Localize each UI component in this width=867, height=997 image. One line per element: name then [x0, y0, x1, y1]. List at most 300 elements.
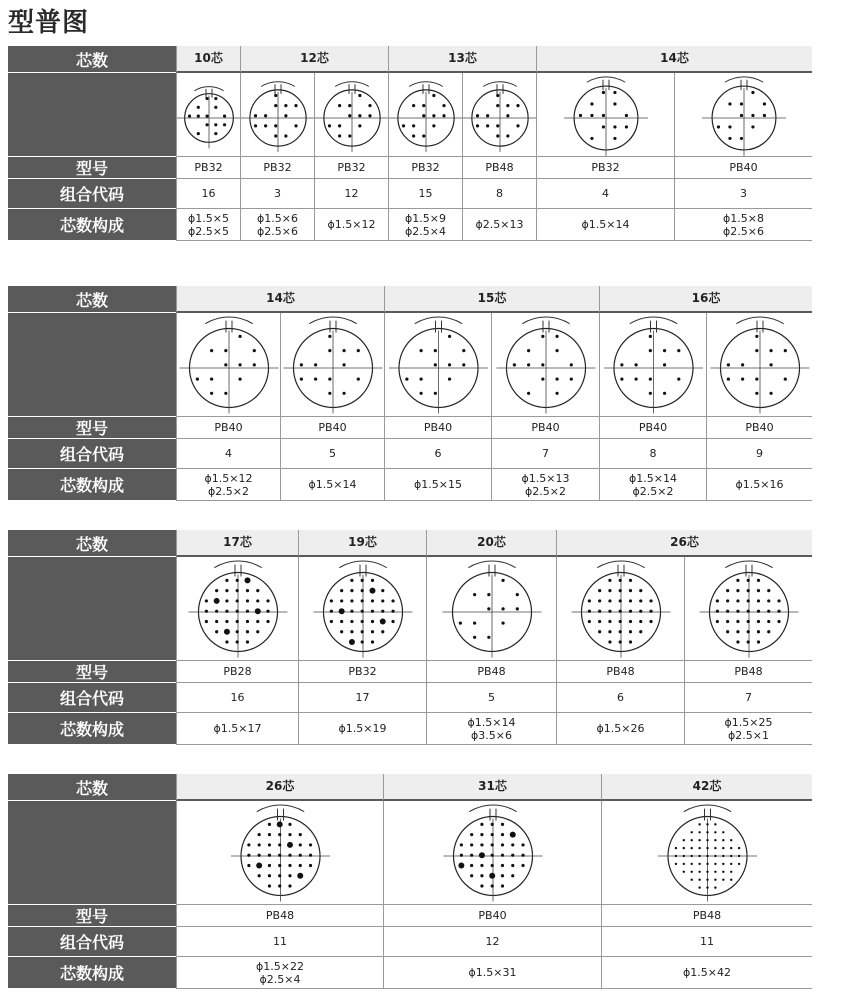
pin-dot: [757, 640, 760, 643]
pin-dot: [350, 609, 353, 612]
pin-dot: [188, 114, 191, 117]
pin-dot: [412, 104, 415, 107]
connector-pin-diagram: [281, 313, 384, 417]
pin-dot: [470, 853, 473, 856]
composition-line: ϕ1.5×12: [327, 218, 376, 231]
pin-dot: [751, 113, 754, 116]
connector-pin-diagram: [602, 801, 812, 905]
pin-dot: [683, 870, 685, 872]
pin-dot: [683, 838, 685, 840]
pin-dot: [342, 363, 345, 366]
pin-dot: [246, 609, 249, 612]
pin-dot: [309, 863, 312, 866]
row-label-cores: 芯数: [8, 46, 176, 73]
pin-dot: [215, 619, 218, 622]
pin-dot: [223, 123, 226, 126]
core-count-header: 15芯: [384, 286, 599, 313]
pin-dot: [314, 363, 317, 366]
pin-dot: [480, 822, 483, 825]
pin-dot: [224, 349, 227, 352]
connector-pin-diagram: [315, 73, 388, 157]
pin-dot: [473, 593, 476, 596]
pin-dot: [486, 114, 489, 117]
pin-dot: [278, 833, 281, 836]
pin-dot: [501, 822, 504, 825]
key-arc: [483, 81, 517, 86]
pin-dot: [361, 619, 364, 622]
pin-dot: [274, 104, 277, 107]
pin-dot: [639, 630, 642, 633]
key-arc: [335, 81, 369, 86]
pin-dot: [268, 822, 271, 825]
pin-dot: [381, 609, 384, 612]
pin-dot: [527, 349, 530, 352]
row-label-cores: 芯数: [8, 774, 176, 801]
pin-dot: [690, 846, 692, 848]
connector-diagram-cell: [491, 313, 599, 417]
composition-line: ϕ2.5×2: [208, 484, 249, 498]
combination-code-cell: 17: [298, 683, 426, 713]
pin-dot: [266, 619, 269, 622]
core-count-header: 26芯: [176, 774, 383, 801]
composition-line: ϕ1.5×31: [468, 966, 517, 979]
pin-dot: [479, 852, 485, 858]
pin-dot: [698, 854, 700, 856]
pin-dot: [619, 589, 622, 592]
row-label-composition: 芯数构成: [8, 209, 176, 241]
pin-dot: [246, 589, 249, 592]
row-label-model: 型号: [8, 661, 176, 683]
row-label-model: 型号: [8, 905, 176, 927]
pin-dot: [588, 619, 591, 622]
pin-dot: [476, 114, 479, 117]
pin-dot: [205, 96, 208, 99]
pin-dot: [663, 391, 666, 394]
pin-dot: [740, 113, 743, 116]
connector-diagram-cell: [556, 557, 684, 661]
core-composition-cell: [601, 957, 812, 989]
pin-dot: [371, 578, 374, 581]
connector-pin-diagram: [177, 801, 383, 905]
pin-dot: [579, 113, 582, 116]
pin-dot: [726, 589, 729, 592]
pin-dot: [473, 635, 476, 638]
pin-dot: [432, 93, 435, 96]
pin-dot: [284, 114, 287, 117]
pin-dot: [268, 884, 271, 887]
pin-dot: [328, 377, 331, 380]
pin-dot: [521, 853, 524, 856]
pin-dot: [422, 134, 425, 137]
pin-dot: [339, 608, 345, 614]
composition-line: ϕ1.5×14: [581, 218, 630, 231]
combination-code-cell: 5: [426, 683, 556, 713]
pin-dot: [784, 349, 787, 352]
pin-dot: [506, 104, 509, 107]
pin-dot: [309, 843, 312, 846]
pin-dot: [706, 846, 708, 848]
pin-dot: [224, 391, 227, 394]
pin-dot: [470, 874, 473, 877]
pin-dot: [225, 619, 228, 622]
pin-dot: [747, 619, 750, 622]
pin-dot: [620, 363, 623, 366]
composition-line: ϕ1.5×6: [257, 211, 298, 225]
pin-dot: [767, 589, 770, 592]
pin-dot: [480, 833, 483, 836]
model-cell: PB32: [536, 157, 674, 179]
composition-line: ϕ1.5×25: [724, 715, 773, 729]
pin-dot: [683, 846, 685, 848]
pin-dot: [381, 630, 384, 633]
row-label-code: 组合代码: [8, 927, 176, 957]
pin-dot: [730, 878, 732, 880]
pin-dot: [726, 619, 729, 622]
composition-line: ϕ3.5×6: [471, 728, 512, 742]
composition-line: ϕ1.5×14: [308, 478, 357, 491]
connector-pin-diagram: [707, 313, 812, 417]
core-composition-cell: [280, 469, 384, 501]
pin-dot: [225, 609, 228, 612]
pin-dot: [598, 609, 601, 612]
connector-diagram-cell: [176, 313, 280, 417]
pin-dot: [448, 334, 451, 337]
model-cell: PB32: [240, 157, 314, 179]
pin-dot: [698, 838, 700, 840]
core-composition-cell: [383, 957, 601, 989]
pin-dot: [727, 377, 730, 380]
pin-dot: [371, 640, 374, 643]
key-arc: [725, 561, 772, 568]
pin-dot: [361, 630, 364, 633]
pin-dot: [299, 833, 302, 836]
pin-dot: [714, 870, 716, 872]
pin-dot: [405, 377, 408, 380]
pin-dot: [258, 874, 261, 877]
pin-dot: [462, 363, 465, 366]
model-cell: PB40: [384, 417, 491, 439]
pin-dot: [349, 639, 355, 645]
pin-dot: [284, 134, 287, 137]
pin-dot: [649, 377, 652, 380]
pin-dot: [706, 838, 708, 840]
pin-dot: [422, 114, 425, 117]
combination-code-cell: 9: [706, 439, 812, 469]
pin-dot: [730, 854, 732, 856]
composition-line: ϕ2.5×5: [188, 224, 229, 238]
core-composition-cell: [176, 209, 240, 241]
pin-dot: [741, 377, 744, 380]
composition-line: ϕ1.5×14: [629, 471, 677, 485]
pin-dot: [299, 863, 302, 866]
pin-dot: [278, 884, 281, 887]
pin-dot: [714, 846, 716, 848]
combination-code-cell: 11: [176, 927, 383, 957]
composition-line: ϕ1.5×16: [735, 478, 784, 491]
pin-dot: [476, 124, 479, 127]
pin-dot: [722, 831, 724, 833]
pin-dot: [246, 640, 249, 643]
pin-dot: [751, 125, 754, 128]
pin-dot: [598, 619, 601, 622]
pin-dot: [501, 884, 504, 887]
pin-dot: [767, 619, 770, 622]
pin-dot: [361, 609, 364, 612]
pin-dot: [338, 124, 341, 127]
pin-dot: [706, 831, 708, 833]
model-cell: PB40: [706, 417, 812, 439]
pin-dot: [726, 609, 729, 612]
pin-dot: [757, 599, 760, 602]
core-composition-cell: [426, 713, 556, 745]
pin-dot: [716, 609, 719, 612]
pin-dot: [698, 831, 700, 833]
pin-dot: [299, 843, 302, 846]
pin-dot: [223, 114, 226, 117]
combination-code-cell: 8: [462, 179, 536, 209]
pin-dot: [706, 870, 708, 872]
connector-pin-diagram: [537, 73, 674, 157]
pin-dot: [246, 599, 249, 602]
pin-dot: [473, 621, 476, 624]
pin-dot: [487, 607, 490, 610]
pin-dot: [757, 589, 760, 592]
pin-dot: [489, 872, 495, 878]
pin-dot: [288, 874, 291, 877]
pin-dot: [690, 838, 692, 840]
pin-dot: [706, 823, 708, 825]
key-arc: [214, 561, 261, 568]
pin-dot: [205, 114, 208, 117]
pin-dot: [501, 578, 504, 581]
connector-diagram-cell: [462, 73, 536, 157]
pin-dot: [767, 630, 770, 633]
pin-dot: [722, 846, 724, 848]
model-cell: PB48: [426, 661, 556, 683]
core-composition-cell: [599, 469, 706, 501]
key-arc: [684, 805, 731, 812]
core-composition-cell: [684, 713, 812, 745]
pin-dot: [555, 377, 558, 380]
pin-dot: [675, 846, 677, 848]
core-count-header: 42芯: [601, 774, 812, 801]
pin-dot: [294, 124, 297, 127]
connector-diagram-cell: [684, 557, 812, 661]
pin-dot: [284, 104, 287, 107]
pin-dot: [205, 123, 208, 126]
key-arc: [736, 317, 783, 324]
pin-dot: [358, 124, 361, 127]
pin-dot: [714, 838, 716, 840]
spec-table-2: [8, 286, 812, 501]
pin-dot: [288, 863, 291, 866]
pin-dot: [330, 609, 333, 612]
pin-dot: [268, 843, 271, 846]
row-label-code: 组合代码: [8, 179, 176, 209]
pin-dot: [527, 391, 530, 394]
pin-dot: [736, 599, 739, 602]
pin-dot: [288, 822, 291, 825]
pin-dot: [254, 114, 257, 117]
pin-dot: [757, 630, 760, 633]
pin-dot: [769, 391, 772, 394]
composition-line: ϕ2.5×13: [475, 218, 524, 231]
pin-dot: [238, 363, 241, 366]
pin-dot: [350, 599, 353, 602]
connector-diagram-cell: [674, 73, 812, 157]
pin-dot: [371, 619, 374, 622]
pin-dot: [236, 589, 239, 592]
combination-code-cell: 3: [674, 179, 812, 209]
pin-dot: [442, 114, 445, 117]
pin-dot: [690, 854, 692, 856]
pin-dot: [480, 874, 483, 877]
pin-dot: [491, 843, 494, 846]
pin-dot: [256, 862, 262, 868]
pin-dot: [496, 134, 499, 137]
composition-line: ϕ1.5×9: [405, 211, 446, 225]
pin-dot: [274, 93, 277, 96]
composition-line: ϕ2.5×1: [728, 728, 769, 742]
pin-dot: [602, 90, 605, 93]
pin-dot: [496, 93, 499, 96]
pin-dot: [706, 878, 708, 880]
pin-dot: [527, 363, 530, 366]
connector-diagram-cell: [314, 73, 388, 157]
pin-dot: [608, 609, 611, 612]
pin-dot: [197, 105, 200, 108]
pin-dot: [738, 854, 740, 856]
pin-dot: [210, 391, 213, 394]
pin-dot: [402, 124, 405, 127]
combination-code-cell: 11: [601, 927, 812, 957]
key-arc: [522, 317, 569, 324]
pin-dot: [755, 334, 758, 337]
pin-dot: [462, 349, 465, 352]
pin-dot: [197, 131, 200, 134]
combination-code-cell: 12: [314, 179, 388, 209]
combination-code-cell: 15: [388, 179, 462, 209]
key-arc: [409, 81, 443, 86]
pin-dot: [432, 124, 435, 127]
combination-code-cell: 7: [684, 683, 812, 713]
pin-dot: [434, 391, 437, 394]
combination-code-cell: 8: [599, 439, 706, 469]
pin-dot: [266, 599, 269, 602]
pin-dot: [225, 640, 228, 643]
pin-dot: [480, 863, 483, 866]
pin-dot: [716, 619, 719, 622]
pin-dot: [511, 863, 514, 866]
connector-diagram-cell: [426, 557, 556, 661]
pin-dot: [619, 599, 622, 602]
pin-dot: [506, 134, 509, 137]
key-arc: [630, 317, 677, 324]
pin-dot: [470, 843, 473, 846]
spec-table-1: [8, 46, 812, 241]
pin-dot: [683, 854, 685, 856]
pin-dot: [358, 93, 361, 96]
composition-line: ϕ1.5×12: [204, 471, 253, 485]
pin-dot: [639, 589, 642, 592]
pin-dot: [738, 846, 740, 848]
pin-dot: [521, 863, 524, 866]
composition-line: ϕ1.5×26: [596, 722, 645, 735]
core-count-header: 19芯: [298, 530, 426, 557]
pin-dot: [422, 104, 425, 107]
pin-dot: [391, 619, 394, 622]
key-arc: [725, 76, 763, 81]
pin-dot: [258, 853, 261, 856]
pin-dot: [629, 578, 632, 581]
pin-dot: [726, 630, 729, 633]
key-arc: [339, 561, 386, 568]
pin-dot: [214, 105, 217, 108]
combination-code-cell: 16: [176, 683, 298, 713]
pin-dot: [730, 838, 732, 840]
connector-diagram-cell: [383, 801, 601, 905]
pin-dot: [677, 377, 680, 380]
model-cell: PB32: [314, 157, 388, 179]
pin-dot: [247, 863, 250, 866]
pin-dot: [784, 377, 787, 380]
row-label-blank: [8, 73, 176, 157]
composition-line: ϕ1.5×14: [467, 715, 516, 729]
pin-dot: [698, 878, 700, 880]
pin-dot: [225, 599, 228, 602]
pin-dot: [496, 104, 499, 107]
pin-dot: [238, 377, 241, 380]
pin-dot: [555, 334, 558, 337]
pin-dot: [608, 599, 611, 602]
pin-dot: [460, 843, 463, 846]
pin-dot: [371, 599, 374, 602]
pin-dot: [214, 597, 220, 603]
connector-pin-diagram: [427, 557, 556, 661]
pin-dot: [613, 125, 616, 128]
connector-pin-diagram: [177, 73, 240, 157]
model-cell: PB40: [280, 417, 384, 439]
connector-pin-diagram: [299, 557, 426, 661]
pin-dot: [480, 884, 483, 887]
pin-dot: [649, 349, 652, 352]
pin-dot: [590, 113, 593, 116]
pin-dot: [371, 630, 374, 633]
spec-table-4: [8, 774, 812, 989]
pin-dot: [278, 843, 281, 846]
pin-dot: [757, 578, 760, 581]
row-label-blank: [8, 557, 176, 661]
pin-dot: [506, 114, 509, 117]
core-count-header: 10芯: [176, 46, 240, 73]
pin-dot: [253, 349, 256, 352]
pin-dot: [287, 841, 293, 847]
combination-code-cell: 7: [491, 439, 599, 469]
connector-diagram-cell: [240, 73, 314, 157]
pin-dot: [380, 618, 386, 624]
pin-dot: [619, 640, 622, 643]
pin-dot: [348, 134, 351, 137]
pin-dot: [215, 630, 218, 633]
pin-dot: [602, 113, 605, 116]
pin-dot: [714, 854, 716, 856]
pin-dot: [619, 630, 622, 633]
pin-dot: [714, 886, 716, 888]
pin-dot: [268, 853, 271, 856]
pin-dot: [730, 846, 732, 848]
core-count-header: 12芯: [240, 46, 388, 73]
pin-dot: [330, 599, 333, 602]
